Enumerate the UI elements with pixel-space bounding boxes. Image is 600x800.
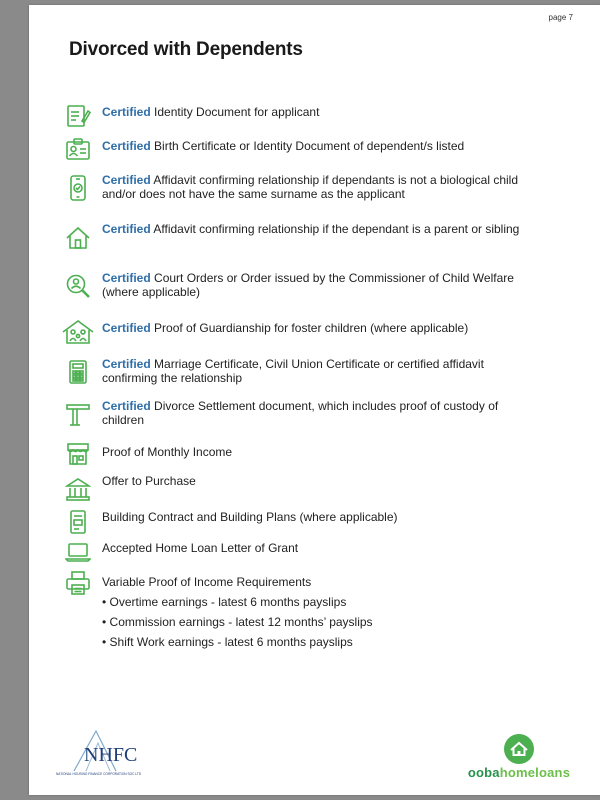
ooba-wordmark: oobahomeloans: [467, 765, 571, 780]
item-text: Certified Affidavit confirming relationship if dependants is not a biological child and/or does not have the same surname as the applicant: [102, 173, 519, 201]
id-card-icon: [65, 137, 91, 163]
house-icon: [65, 225, 91, 251]
printer-icon: [65, 570, 91, 596]
bullet-item: • Overtime earnings - latest 6 months payslips: [102, 595, 532, 609]
item-text: Proof of Monthly Income: [102, 445, 233, 459]
item-text: Certified Proof of Guardianship for foster children (where applicable): [102, 321, 469, 335]
nhfc-monogram: NHFC: [84, 744, 138, 766]
ooba-logo: [459, 733, 579, 788]
structure-icon: [65, 402, 91, 428]
magnifier-person-icon: [65, 273, 91, 299]
item-text: Accepted Home Loan Letter of Grant: [102, 541, 299, 555]
item-text: Certified Birth Certificate or Identity Document of dependent/s listed: [102, 139, 465, 153]
item-text: Certified Identity Document for applicant: [102, 105, 320, 119]
document-page: [29, 5, 600, 795]
bullet-item: • Shift Work earnings - latest 6 months payslips: [102, 635, 532, 649]
page-number: page 7: [548, 13, 573, 22]
bullet-item: • Commission earnings - latest 12 months’ payslips: [102, 615, 532, 629]
item-text: Certified Affidavit confirming relationship if the dependant is a parent or sibling: [102, 222, 520, 236]
shop-icon: [65, 441, 91, 467]
laptop-icon: [65, 539, 91, 565]
nhfc-logo: [54, 727, 154, 787]
item-text: Certified Divorce Settlement document, which includes proof of custody of children: [102, 399, 499, 427]
item-text: Variable Proof of Income Requirements • Overtime earnings - latest 6 months payslips • Commission earnings - latest 12 months’ payslips • Shift Work earnings - latest 6 months payslips: [102, 575, 532, 649]
page-title: Divorced with Dependents: [69, 39, 303, 60]
id-document-icon: [65, 103, 91, 129]
calculator-icon: [65, 359, 91, 385]
item-text: Certified Court Orders or Order issued by the Commissioner of Child Welfare (where applicable): [102, 271, 514, 299]
contract-icon: [65, 509, 91, 535]
item-text: Certified Marriage Certificate, Civil Union Certificate or certified affidavit confirming the relationship: [102, 357, 484, 385]
item-text: Building Contract and Building Plans (where applicable): [102, 510, 398, 524]
phone-check-icon: [65, 175, 91, 201]
family-house-icon: [62, 319, 94, 345]
item-text: Offer to Purchase: [102, 474, 196, 488]
bank-icon: [65, 477, 91, 503]
nhfc-name: NATIONAL HOUSING FINANCE CORPORATION SOC LTD: [56, 772, 142, 776]
bullet-list: [102, 595, 532, 649]
